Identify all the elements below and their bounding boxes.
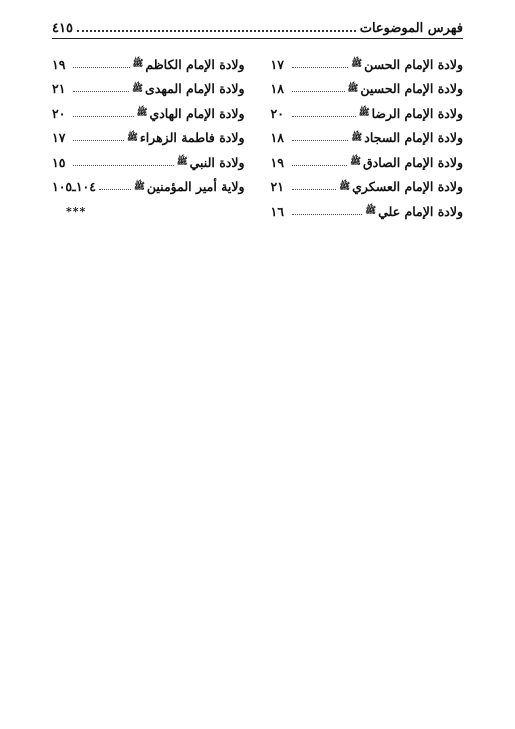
right-column [271, 52, 464, 224]
dot-leader [292, 67, 349, 68]
honorific-mark: ﷺ [176, 157, 188, 168]
entry-page-number: ٢٠ [52, 105, 66, 121]
index-entry [271, 77, 464, 102]
entry-label: ولادة النبي [189, 154, 245, 170]
entry-page-number: ١٠٤ـ١٠٥ [52, 179, 96, 195]
header-title: فهرس الموضوعات [359, 21, 463, 36]
entry-label: ولادة الإمام الحسين [360, 81, 463, 97]
index-entry [271, 150, 464, 175]
honorific-mark: ﷺ [134, 181, 145, 192]
dot-leader [73, 140, 124, 141]
index-entry [271, 52, 464, 77]
dot-leader [73, 67, 130, 68]
header-page-number: ٤١٥ [52, 21, 73, 36]
entry-page-number: ١٥ [52, 154, 66, 170]
entry-label: ولادة الإمام الحسن [364, 56, 463, 72]
entry-page-number: ٢١ [270, 179, 284, 195]
index-entry [271, 126, 464, 151]
entry-label: ولادة فاطمة الزهراء [139, 130, 245, 146]
honorific-mark: ﷺ [347, 83, 359, 94]
index-entry [52, 52, 245, 77]
entry-page-number: ١٧ [52, 130, 66, 146]
entry-label: ولادة الإمام المهدى [145, 81, 245, 97]
entry-label: ولادة الإمام الكاظم [145, 56, 245, 72]
index-entry [52, 101, 245, 126]
honorific-mark: ﷺ [136, 108, 148, 119]
dot-leader [292, 140, 349, 141]
honorific-mark: ﷺ [358, 108, 370, 119]
entry-page-number: ١٨ [270, 81, 284, 97]
dot-leader [73, 165, 174, 166]
index-entry [52, 150, 245, 175]
dot-leader [292, 165, 348, 166]
dot-leader [292, 116, 356, 117]
index-entry [271, 175, 464, 200]
section-end-mark: *** [66, 204, 87, 218]
index-entry [52, 126, 245, 151]
honorific-mark: ﷺ [351, 132, 363, 143]
entry-page-number: ١٩ [270, 154, 284, 170]
honorific-mark: ﷺ [126, 132, 138, 143]
entry-label: ولادة الإمام السجاد [364, 130, 463, 146]
honorific-mark: ﷺ [132, 83, 144, 94]
index-entry [271, 101, 464, 126]
index-entry [52, 77, 245, 102]
index-columns [52, 52, 463, 224]
entry-label: ولادة الإمام الصادق [362, 154, 463, 170]
entry-page-number: ١٨ [270, 130, 284, 146]
honorific-mark: ﷺ [339, 181, 351, 192]
honorific-mark: ﷺ [350, 157, 361, 168]
entry-label: ولادة الإمام علي [378, 203, 463, 219]
dot-leader [292, 91, 345, 92]
index-entry [271, 199, 464, 224]
entry-label: ولادة الإمام الرضا [371, 105, 463, 121]
header-dot-leader [77, 30, 356, 32]
honorific-mark: ﷺ [351, 59, 363, 70]
entry-label: ولادة الإمام الهادي [149, 105, 245, 121]
entry-page-number: ١٩ [52, 56, 66, 72]
entry-page-number: ٢١ [52, 81, 66, 97]
entry-page-number: ١٧ [270, 56, 284, 72]
left-column [52, 52, 245, 224]
honorific-mark: ﷺ [132, 59, 144, 70]
entry-page-number: ٢٠ [270, 105, 284, 121]
index-entry [52, 175, 245, 200]
honorific-mark: ﷺ [365, 206, 377, 217]
page-header [52, 14, 463, 39]
dot-leader [73, 116, 134, 117]
dot-leader [99, 189, 131, 190]
entry-label: ولاية أمير المؤمنين [146, 179, 245, 195]
dot-leader [73, 91, 129, 92]
entry-label: ولادة الإمام العسكري [352, 179, 463, 195]
dot-leader [292, 214, 363, 215]
dot-leader [292, 189, 337, 190]
entry-page-number: ١٦ [270, 203, 284, 219]
